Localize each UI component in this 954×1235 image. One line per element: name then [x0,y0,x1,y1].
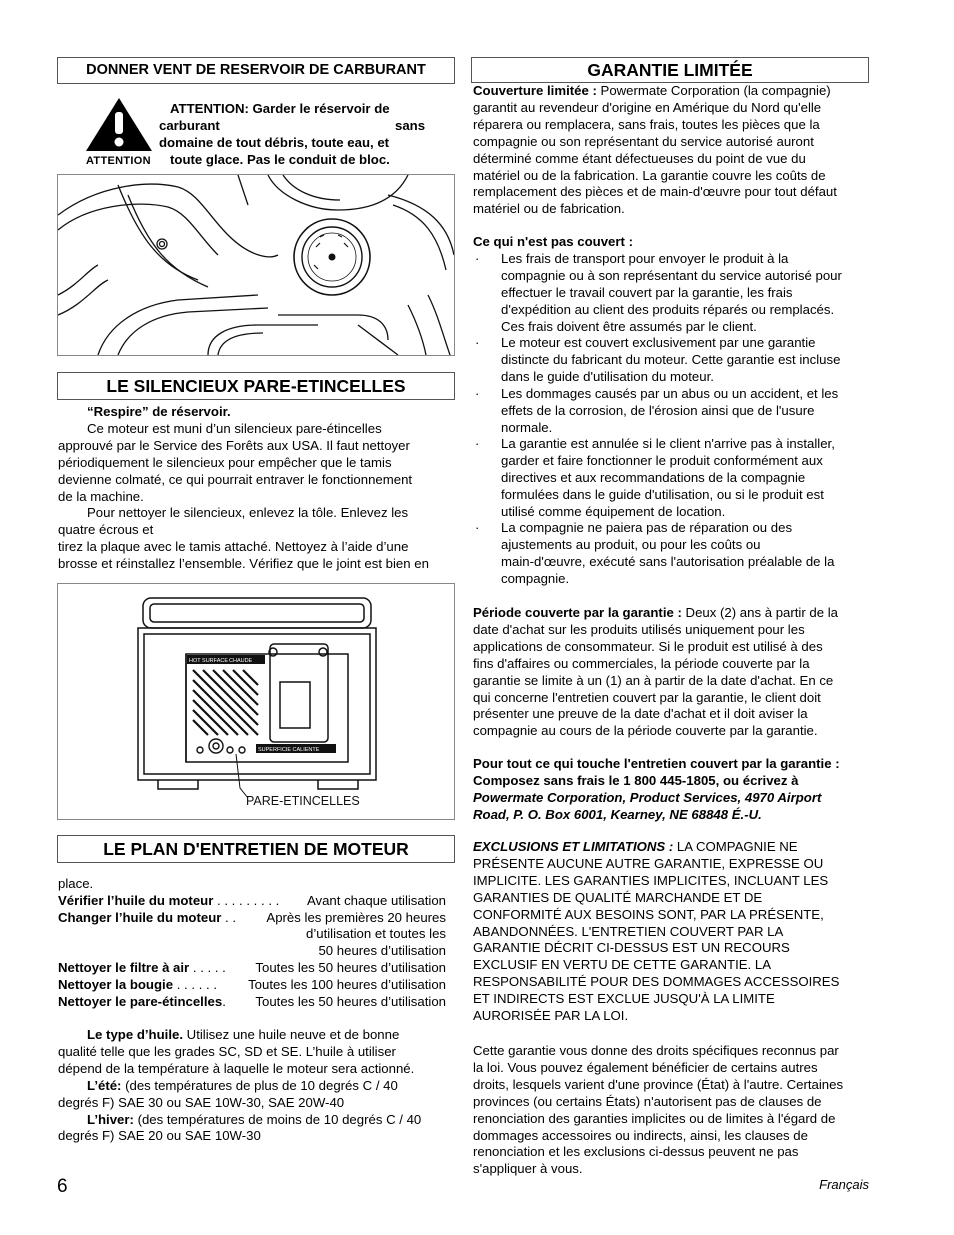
muffler-heading: LE SILENCIEUX PARE-ETINCELLES [57,372,455,400]
fuel-cap-figure [57,174,455,356]
warranty-exclusions: EXCLUSIONS ET LIMITATIONS : LA COMPAGNIE NE PRÉSENTE AUCUNE AUTRE GARANTIE, EXPRESSE OU IMPLICITE. LES GARANTIES IMPLICITES, INCLUANT LES GARANTIES DE QUALITÉ MARCHANDE ET DE CONFORMITÉ AUX BESOINS SONT, PAR LA PRÉSENTE, ABANDONNÉES. L'ENTRETIEN COUVERT PAR LA GARANTIE DÉCRIT CI-DESSUS EST UN RECOURS EXCLUSIF EN VERTU DE CETTE GARANTIE. LA RESPONSABILITÉ POUR DES DOMMAGES ACCESSOIRES ET INDIRECTS EST EXCLUE JUSQU'À LA LIMITE AURORISÉE PAR LA LOI. [473,839,840,1024]
spark-arrester-figure [57,583,455,820]
schedule-row: Vérifier l’huile du moteur . . . . . . . . . Avant chaque utilisation [58,893,446,908]
not-covered-item: · La garantie est annulée si le client n'arrive pas à installer, garder et faire fonctionner le produit conformément aux directives et aux recommandations de la compagnie formulées dans le guide d'utilisation, ou si le produit est utilisé comme équipement de location. [475,436,835,519]
svg-text:CHAUDE: CHAUDE [229,658,253,664]
svg-text:SUPERFICIE CALIENTE: SUPERFICIE CALIENTE [258,747,320,753]
schedule-row: Nettoyer le pare-étincelles. Toutes les 50 heures d’utilisation [58,994,446,1009]
warranty-coverage: Couverture limitée : Powermate Corporation (la compagnie) garantit au revendeur d'origine en Amérique du Nord qu'elle réparera ou remplacera, sans frais, toutes les pièces que la compagnie ou son représentant du service autorisé auront déterminé comme étant défectueuses du point de vue du matériel ou de la fabrication. La garantie couvre les coûts de remplacement des pièces et de main-d'œuvre pour tout défaut matériel ou de fabrication. [473,83,837,217]
not-covered-item: · La compagnie ne paiera pas de réparation ou des ajustements au produit, ou pour les coûts ou main-d'œuvre, exécuté sans l'autorisation préalable de la compagnie. [475,520,835,586]
warranty-service-contact: Pour tout ce qui touche l'entretien couvert par la garantie : Composez sans frais le 1 800 445-1805, ou écrivez à Powermate Corporation, Product Services, 4970 Airport Road, P. O. Box 6001, Kearney, NE 68848 É.-U. [473,756,840,822]
place-text: place. [58,876,94,891]
schedule-row: d’utilisation et toutes les [305,926,446,941]
attention-label: ATTENTION [86,155,151,167]
schedule-row: Changer l’huile du moteur . . Après les premières 20 heures [58,910,446,925]
svg-text:HOT SURFACE: HOT SURFACE [189,658,229,664]
fuel-vent-heading: DONNER VENT DE RESERVOIR DE CARBURANT [57,57,455,84]
attention-text: ATTENTION: Garder le réservoir de carburant sans domaine de tout débris, toute eau, et toute glace. Pas le conduit de bloc. [159,101,426,167]
schedule-row: Nettoyer la bougie . . . . . . Toutes les 100 heures d’utilisation [58,977,446,992]
svg-text:PARE-ETINCELLES: PARE-ETINCELLES [246,794,360,808]
schedule-row: 50 heures d’utilisation [318,943,446,958]
not-covered-item: · Les frais de transport pour envoyer le produit à la compagnie ou à son représentant du service autorisé pour effectuer le travail couvert par la garantie, les frais d'expédition au client des produits réparés ou remplacés. Ces frais doivent être assumés par le client. [475,251,842,334]
not-covered-item: · Les dommages causés par un abus ou un accident, et les effets de la corrosion, de l'érosion ainsi que de l'usure normale. [475,386,839,435]
footer-language: Français [819,1177,869,1192]
not-covered-label: Ce qui n'est pas couvert : [473,234,633,249]
warranty-period: Période couverte par la garantie : Deux (2) ans à partir de la date d'achat sur les produits utilisés uniquement pour les applications de consommateur. Si le produit est utilisé à des fins d'affaires ou commerciales, la période couverte par la garantie se limite à un (1) an à partir de la date d'achat. En ce qui concerne l'entretien couvert par la garantie, le client doit présenter une preuve de la date d'achat et il doit aviser la compagnie au cours de la période couverte par la garantie. [473,605,839,739]
maintenance-heading: LE PLAN D'ENTRETIEN DE MOTEUR [57,835,455,863]
warranty-heading: GARANTIE LIMITÉE [471,57,869,83]
muffler-text: “Respire” de réservoir. Ce moteur est muni d’un silencieux pare-étincelles approuvé par le Service des Forêts aux USA. Il faut nettoyer périodiquement le silencieux pour empêcher que le tamis devienne colmaté, ce qui pourrait entraver le fonctionnement de la machine. Pour nettoyer le silencieux, enlevez la tôle. Enlevez les quatre écrous et tirez la plaque avec le tamis attaché. Nettoyez à l’aide d’une brosse et réinstallez l’ensemble. Vérifiez que le joint est bien en [58,404,429,572]
schedule-row: Nettoyer le filtre à air . . . . . Toutes les 50 heures d’utilisation [58,960,446,975]
not-covered-item: · Le moteur est couvert exclusivement par une garantie distincte du fabricant du moteur. Cette garantie est incluse dans le guide d'utilisation du moteur. [475,335,841,384]
warranty-rights: Cette garantie vous donne des droits spécifiques reconnus par la loi. Vous pouvez également bénéficier de certains autres droits, lesquels varient d'une province (État) à l'autre. Certaines provinces (ou certains États) n'autorisent pas de clauses de renonciation des garanties implicites ou de limites à l'égard de dommages accessoires ou indirects, ainsi, les clauses de renonciation et les exclusions ci-dessus peuvent ne pas s'appliquer à vous. [473,1043,844,1177]
oil-type-text: Le type d’huile. Utilisez une huile neuve et de bonne qualité telle que les grades SC, SD et SE. L’huile à utiliser dépend de la température à laquelle le moteur sera actionné. L’été: (des températures de plus de 10 degrés C / 40 degrés F) SAE 30 ou SAE 10W-30, SAE 20W-40 L’hiver: (des températures de moins de 10 degrés C / 40 degrés F) SAE 20 ou SAE 10W-30 [58,1027,422,1144]
page-number: 6 [57,1176,68,1197]
